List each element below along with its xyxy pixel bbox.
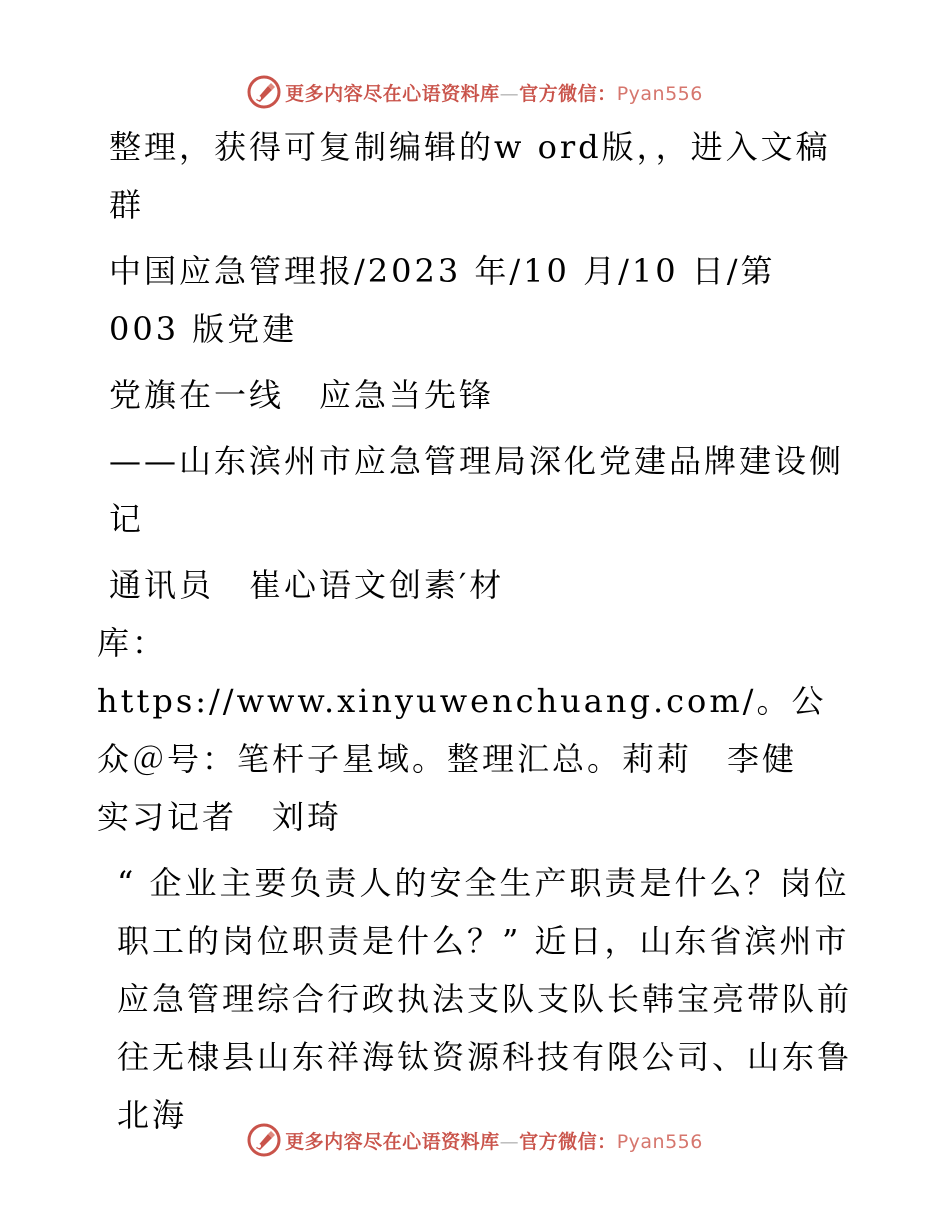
byline-suffix: 。公众＠号：笔杆子星域。整理汇总。莉莉 李健 实习记者 刘琦	[97, 682, 833, 836]
byline-line-1: 通讯员 崔心语文创素′材	[109, 566, 505, 604]
document-body	[97, 118, 857, 1152]
paragraph-intro: 整理，获得可复制编辑的w ord版，，进入文稿群	[109, 128, 831, 224]
banner-text	[285, 79, 703, 106]
article-title: 党旗在一线 应急当先锋	[109, 376, 495, 414]
banner-wechat-account: Pyan556	[616, 82, 703, 105]
banner-site-text: 更多内容尽在心语资料库	[285, 1130, 500, 1153]
byline-prefix: 库：	[97, 624, 168, 662]
pen-logo-icon	[247, 75, 281, 109]
header-banner	[0, 72, 950, 112]
banner-wechat-account: Pyan556	[616, 1130, 703, 1153]
banner-wechat-label: 官方微信：	[519, 82, 617, 105]
banner-wechat-label: 官方微信：	[519, 1130, 617, 1153]
byline-line-2	[97, 614, 857, 846]
footer-banner	[0, 1120, 950, 1160]
article-subtitle: ——山东滨州市应急管理局深化党建品牌建设侧记	[109, 442, 845, 538]
paragraph-body: “ 企业主要负责人的安全生产职责是什么？岗位职工的岗位职责是什么？” 近日，山东省滨州市应急管理综合行政执法支队支队长韩宝亮带队前往无棣县山东祥海钛资源科技有限公司、山东鲁北海	[117, 864, 853, 1134]
banner-dash: —	[499, 1130, 520, 1153]
byline-url-link[interactable]: https://www.xinyuwenchuang.com/	[97, 682, 757, 720]
pen-logo-icon	[247, 1123, 281, 1157]
paragraph-byline	[97, 556, 857, 846]
banner-dash: —	[499, 82, 520, 105]
banner-text	[285, 1127, 703, 1154]
banner-site-text: 更多内容尽在心语资料库	[285, 82, 500, 105]
paragraph-source: 中国应急管理报/2023 年/10 月/10 日/第 003 版党建	[109, 252, 776, 348]
